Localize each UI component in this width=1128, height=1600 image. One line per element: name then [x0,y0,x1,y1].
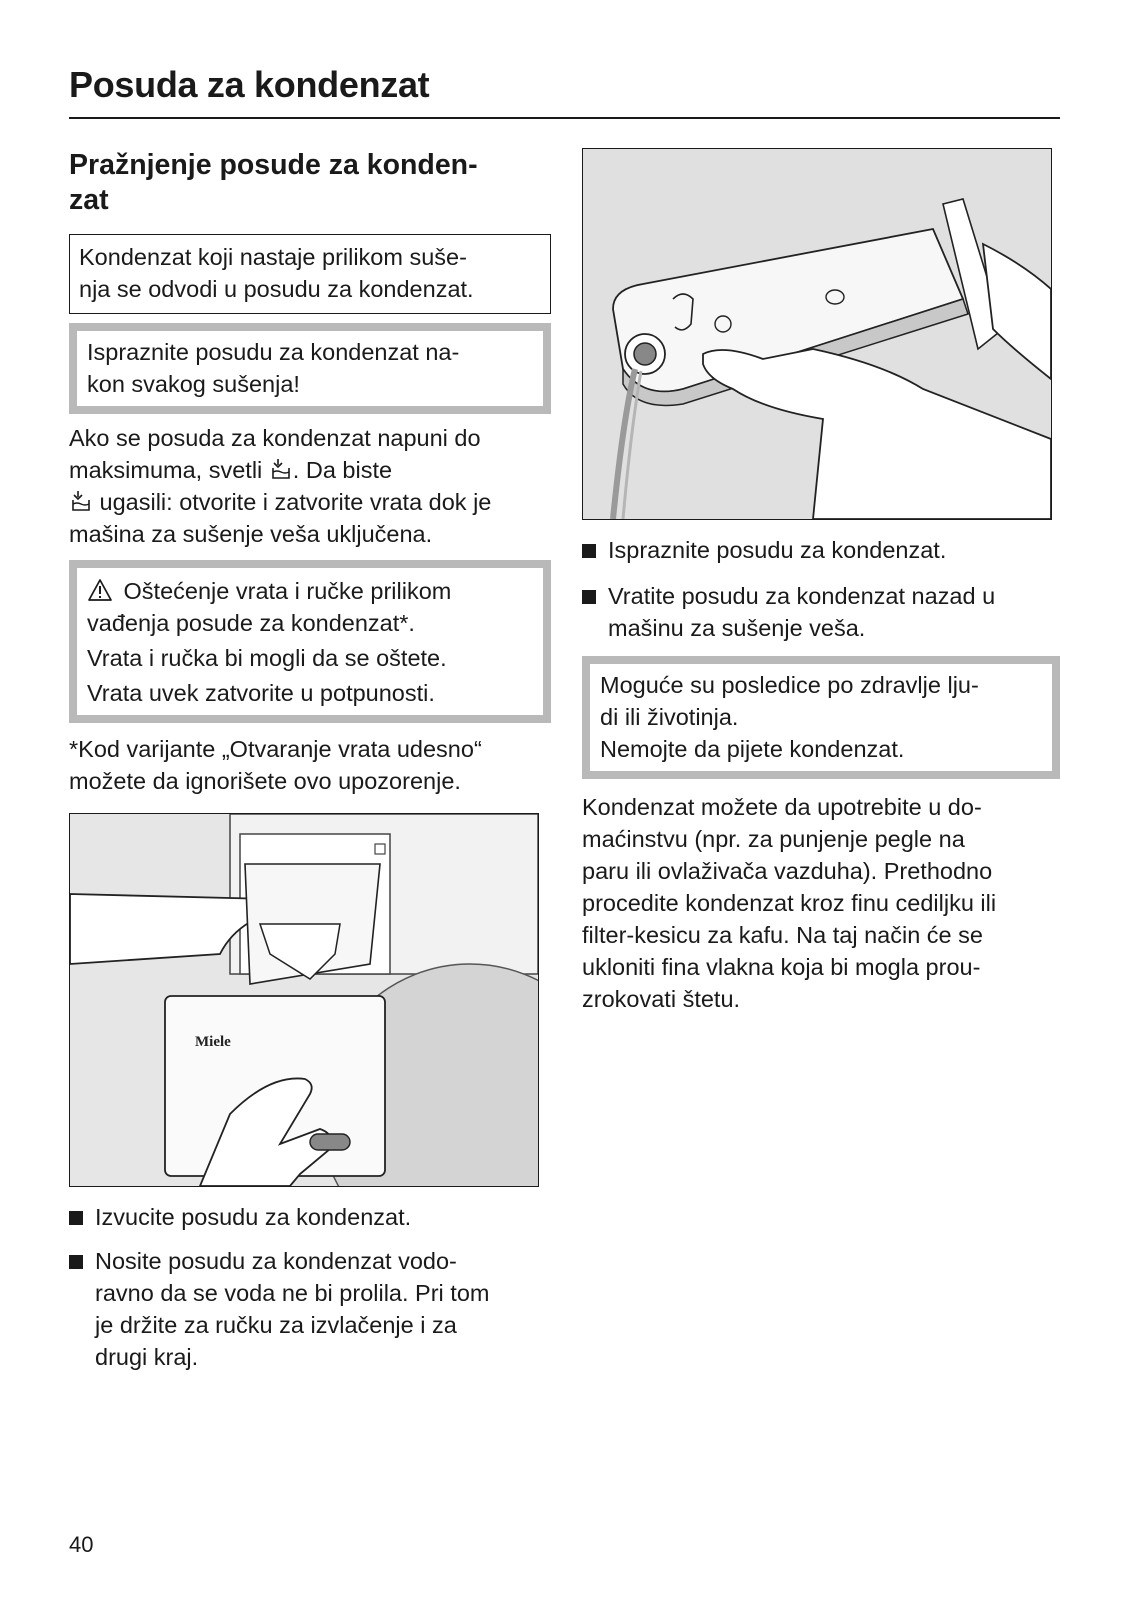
step-line: Izvucite posudu za kondenzat. [95,1204,412,1230]
notice-line-1: Ispraznite posudu za kondenzat na- [87,339,460,365]
condensate-container-icon [271,458,291,480]
illustration-empty-container [582,148,1052,520]
step-item [69,1245,551,1373]
section-heading [69,148,551,218]
intro-info-box [69,234,551,314]
left-column [69,148,551,1373]
notice-line-2: kon svakog sušenja! [87,371,300,397]
step-item [582,580,1060,644]
intro-line-2: nja se odvodi u posudu za kondenzat. [79,276,474,302]
notice-box [69,323,551,414]
indicator-text: . Da biste [292,457,393,483]
heading-line-1: Pražnjenje posude za konden- [69,149,478,181]
title-divider [69,117,1060,119]
step-line: ravno da se voda ne bi prolila. Pri tom [95,1280,490,1306]
square-bullet-icon [69,1255,83,1269]
step-item [69,1201,551,1233]
warning-line-1 [87,575,533,607]
footnote-line-2: možete da ignorišete ovo upozorenje. [69,768,461,794]
step-line: Nosite posudu za kondenzat vodo- [95,1248,457,1274]
indicator-line-3 [69,486,551,518]
step-line: je držite za ručku za izvlačenje i za [95,1312,457,1338]
step-item [582,534,1060,566]
usage-line: filter-kesicu za kafu. Na taj način će se [582,922,983,948]
warning-triangle-icon [87,578,113,602]
illustration-pull-container [69,813,539,1187]
warning-line-2: vađenja posude za kondenzat*. [87,610,415,636]
step-line: Vratite posudu za kondenzat nazad u [608,583,996,609]
intro-line-1: Kondenzat koji nastaje prilikom suše- [79,244,467,270]
condensate-container-icon [71,490,91,512]
step-line: Ispraznite posudu za kondenzat. [608,537,947,563]
heading-line-2: zat [69,184,109,216]
indicator-text: ugasili: otvorite i zatvorite vrata dok je [93,489,492,515]
health-line-1: Moguće su posledice po zdravlje lju- [600,672,979,698]
usage-line: paru ili ovlaživača vazduha). Prethodno [582,858,993,884]
indicator-line-1: Ako se posuda za kondenzat napuni do [69,425,481,451]
square-bullet-icon [69,1211,83,1225]
warning-title: Oštećenje vrata i ručke prilikom [117,578,452,604]
usage-line: ukloniti fina vlakna koja bi mogla prou- [582,954,981,980]
square-bullet-icon [582,544,596,558]
warning-line-4: Vrata uvek zatvorite u potpunosti. [87,680,435,706]
warning-box [69,560,551,723]
brand-label: Miele [195,1034,231,1050]
usage-line: maćinstvu (npr. za punjenje pegle na [582,826,965,852]
indicator-line-4: mašina za sušenje veša uključena. [69,521,433,547]
indicator-text: maksimuma, svetli [69,457,269,483]
health-line-3: Nemojte da pijete kondenzat. [600,736,905,762]
footnote-line-1: *Kod varijante „Otvaranje vrata udesno“ [69,736,482,762]
pull-container-drawing [70,814,538,1186]
indicator-paragraph [69,422,551,550]
indicator-line-2 [69,454,551,486]
step-line: mašinu za sušenje veša. [608,615,866,641]
page-title: Posuda za kondenzat [69,64,430,105]
usage-line: procedite kondenzat kroz finu cediljku ili [582,890,997,916]
health-warning-box [582,656,1060,779]
usage-paragraph [582,791,1060,1015]
footnote [69,733,551,797]
page-number: 40 [69,1532,94,1557]
usage-line: Kondenzat možete da upotrebite u do- [582,794,982,820]
right-column [582,148,1060,1015]
step-line: drugi kraj. [95,1344,199,1370]
empty-container-drawing [583,149,1051,519]
usage-line: zrokovati štetu. [582,986,741,1012]
warning-line-3: Vrata i ručka bi mogli da se oštete. [87,645,447,671]
health-line-2: di ili životinja. [600,704,739,730]
square-bullet-icon [582,590,596,604]
